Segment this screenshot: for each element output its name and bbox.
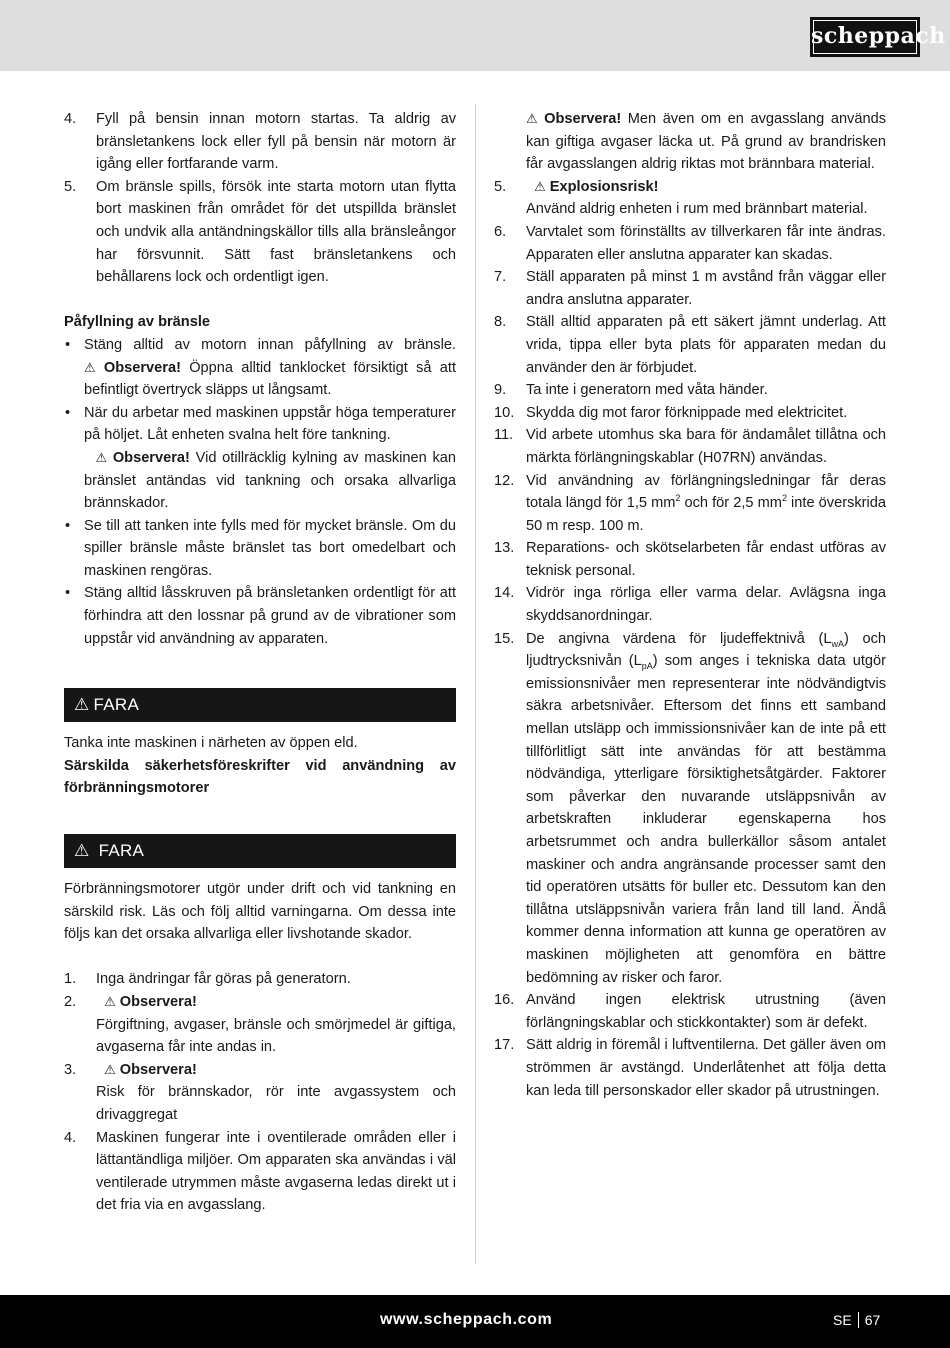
scheppach-logo: scheppach	[810, 17, 920, 57]
danger-text: Förbränningsmotorer utgör under drift och vid tankning en särskild risk. Läs och följ alltid varningarna. Om dessa inte följs kan det orsaka allvarliga eller livshotande skador.	[64, 881, 456, 943]
page-footer	[0, 1295, 950, 1348]
list-item: ⚠ Observera! Men även om en avgasslang används kan giftiga avgaser läcka ut. På grund av brandrisken får avgasslangen aldrig riktas mot brännbara material.	[526, 111, 886, 173]
list-item: 3. ⚠ Observera! Risk för brännskador, rör inte avgassystem och drivaggregat	[64, 1061, 456, 1123]
list-item: 10. Skydda dig mot faror förknippade med elektricitet.	[494, 404, 848, 421]
list-item: 7. Ställ apparaten på minst 1 m avstånd från väggar eller andra anslutna apparater.	[494, 269, 886, 308]
right-column	[494, 108, 886, 1102]
danger-text: Tanka inte maskinen i närheten av öppen eld.	[64, 735, 358, 752]
list-item: 9. Ta inte i generatorn med våta händer.	[494, 382, 768, 399]
list-item: 14. Vidrör inga rörliga eller varma delar. Avlägsna inga skyddsanordningar.	[494, 585, 886, 625]
list-item: 6. Varvtalet som förinställts av tillverkaren får inte ändras. Apparaten eller anslutna apparater kan skadas.	[494, 223, 886, 263]
bullet-item: • Stäng alltid av motorn innan påfyllning av bränsle. ⚠ Observera! Öppna alltid tanklocket försiktigt så att befintligt övertryck släpps ut långsamt.	[65, 336, 456, 399]
warning-icon: ⚠	[74, 695, 90, 715]
danger-banner: ⚠ FARA	[64, 688, 456, 722]
list-item: 11. Vid arbete utomhus ska bara för ändamålet tillåtna och märkta förlängningskablar (H07RN) användas.	[494, 427, 886, 466]
left-column	[64, 108, 456, 1217]
warning-icon: ⚠	[74, 841, 90, 861]
website-link[interactable]: www.scheppach.com	[380, 1311, 553, 1328]
page-header	[0, 0, 950, 71]
special-heading: Särskilda säkerhetsföreskrifter vid användning av förbränningsmotorer	[64, 757, 456, 797]
bullet-item: • Stäng alltid låsskruven på bränsletanken ordentligt för att förhindra att den lossnar på grund av de vibrationer som uppstår vid användning av apparaten.	[65, 585, 456, 647]
warning-icon: ⚠	[84, 359, 100, 375]
bullet-item: • När du arbetar med maskinen uppstår höga temperaturer på höljet. Låt enheten svalna helt före tankning. ⚠ Observera! Vid otillräcklig kylning av maskinen kan bränslet antändas vid tankning och orsaka allvarliga brännskador.	[65, 404, 457, 512]
list-item: 17. Sätt aldrig in föremål i luftventilerna. Det gäller även om strömmen är avstängd. Underlåtenhet att följa detta kan leda till personskador eller skador på utrustningen.	[494, 1037, 886, 1099]
refuel-heading: Påfyllning av bränsle	[64, 314, 210, 331]
list-item: 13. Reparations- och skötselarbeten får endast utföras av teknisk personal.	[494, 540, 886, 579]
list-item: 16. Använd ingen elektrisk utrustning (även förlängningskablar och stickkontakter) som är defekt.	[494, 992, 886, 1031]
list-item: 2. ⚠ Observera! Förgiftning, avgaser, bränsle och smörjmedel är giftiga, avgaserna får inte andas in.	[64, 994, 456, 1056]
list-item: 4. Maskinen fungerar inte i oventilerade områden eller i lättantändliga miljöer. Om apparaten ska användas i väl ventilerade utrymmen måste avgaserna ledas direkt ut i det fria via en avgasslang.	[64, 1129, 456, 1214]
warning-icon: ⚠	[104, 994, 116, 1009]
warning-icon: ⚠	[95, 449, 109, 465]
bullet-item: • Se till att tanken inte fylls med för mycket bränsle. Om du spiller bränsle måste bränslet tas bort omedelbart och maskinen rengöras.	[65, 517, 456, 579]
page-number: SE 67	[833, 1312, 881, 1328]
warning-icon: ⚠	[104, 1061, 116, 1077]
column-divider	[475, 104, 476, 1264]
list-item: 8. Ställ alltid apparaten på ett säkert jämnt underlag. Att vrida, tippa eller byta plats för apparaten medan du använder den är förbjudet.	[494, 314, 886, 376]
list-item: 15. De angivna värdena för ljudeffektnivå $(L_{wA})$ och ljudtrycksnivån $(L_{pA})$ som anges i tekniska data utgör emissionsnivåer men representerar inte nödvändigtvis säkra arbetsnivåer. Eftersom det finns ett samband mellan utsläpp och immissionsnivåer kan de inte på ett tillförlitligt sätt inte användas för att bestämma nödvändiga, ytterligare försiktighetsåtgärder. Faktorer som påverkar den nuvarande utsläppsnivån av arbetskraften inkluderar egenskaperna hos arbetsrummet och andra bullerkällor såsom antalet maskiner och andra angränsande processer samt den tid operatören utsätts för buller etc. Dessutom kan den tillåtna utsläppsnivån variera från land till land. Ändå kommer denna information att kunna ge operatören av maskinen möjligheten att genomföra en bättre bedömning av risker och faror.	[494, 630, 886, 986]
list-item: 12. Vid användning av förlängningsledningar får deras totala längd för 1,5 $mm^2$ och för 2,5 $mm^2$ inte överskrida 50 m resp. 100 m.	[494, 472, 886, 534]
list-item: 1. Inga ändringar får göras på generatorn.	[64, 971, 351, 988]
danger-banner: ⚠ FARA	[64, 834, 456, 868]
list-item: 4. Fyll på bensin innan motorn startas. Ta aldrig av bränsletankens lock eller fyll på bensin när motorn är igång eller fortfarande varm.	[64, 111, 456, 173]
list-item: 5. Om bränsle spills, försök inte starta motorn utan flytta bort maskinen från området för det utspillda bränslet och undvik alla antändningskällor tills alla bränsleångor har försvunnit. Sätt fast bränsletankens och behållarens lock och ordentligt igen.	[64, 178, 456, 286]
warning-icon: ⚠	[526, 111, 541, 126]
list-item: 5. ⚠ Explosionsrisk! Använd aldrig enheten i rum med brännbart material.	[494, 178, 868, 218]
warning-icon: ⚠	[534, 178, 546, 194]
